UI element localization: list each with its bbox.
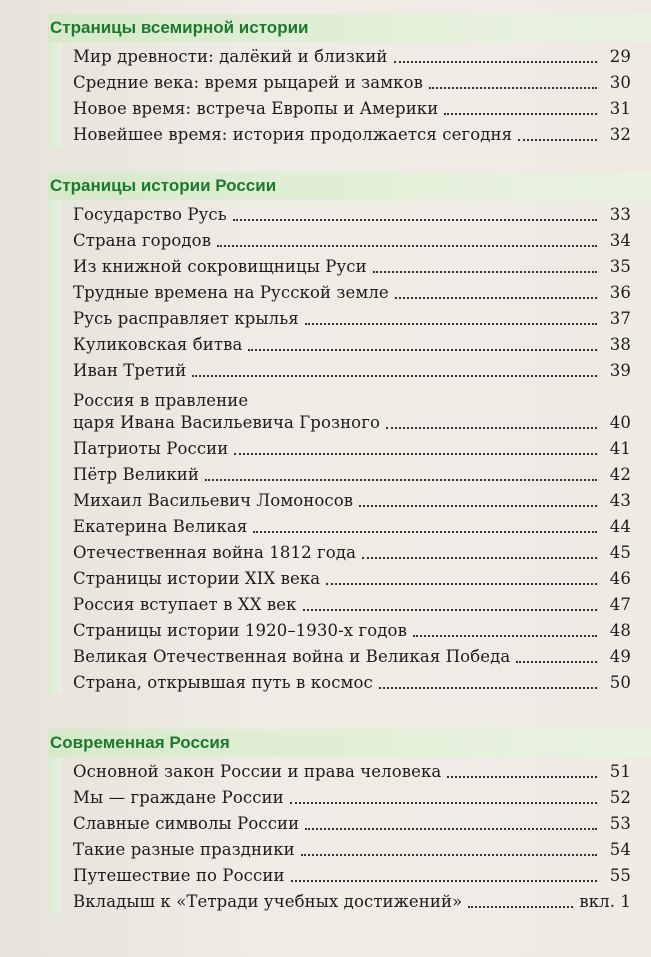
dot-leader: [518, 139, 597, 141]
toc-entry[interactable]: [73, 356, 631, 382]
dot-leader: [395, 297, 597, 299]
toc-entry-page: 46: [609, 569, 631, 588]
toc-entry[interactable]: [73, 668, 631, 694]
dot-leader: [362, 557, 597, 559]
toc-entry-page: 52: [609, 788, 631, 807]
toc-entry-title: Страна, открывшая путь в космос: [73, 673, 373, 692]
dot-leader: [253, 531, 597, 533]
section-title: Страницы всемирной истории: [50, 18, 309, 37]
toc-entry[interactable]: [73, 616, 631, 642]
toc-entry-page: 49: [609, 647, 631, 666]
toc-entry[interactable]: [73, 330, 631, 356]
toc-entry-page: 41: [609, 439, 631, 458]
toc-list: [48, 200, 651, 694]
toc-entry-title: Патриоты России: [73, 439, 229, 458]
toc-entry-title: Мир древности: далёкий и близкий: [73, 47, 388, 66]
toc-entry-page: вкл. 1: [579, 892, 631, 911]
toc-entry[interactable]: [73, 590, 631, 616]
dot-leader: [290, 802, 597, 804]
toc-entry[interactable]: [73, 278, 631, 304]
toc-entry-title: Екатерина Великая: [73, 517, 248, 536]
toc-entry[interactable]: [73, 42, 631, 68]
toc-entry-title: Пётр Великий: [73, 465, 199, 484]
dot-leader: [444, 113, 597, 115]
section-russian-history: [0, 172, 651, 694]
toc-entry[interactable]: [73, 486, 631, 512]
dot-leader: [326, 583, 597, 585]
toc-entry[interactable]: [73, 226, 631, 252]
toc-entry-title: Мы — граждане России: [73, 788, 284, 807]
toc-entry-page: 44: [609, 517, 631, 536]
toc-entry-page: 50: [609, 673, 631, 692]
toc-entry-page: 53: [609, 814, 631, 833]
toc-entry-page: 47: [609, 595, 631, 614]
toc-entry-page: 54: [609, 840, 631, 859]
toc-entry[interactable]: [73, 783, 631, 809]
toc-entry[interactable]: [73, 120, 631, 146]
toc-entry[interactable]: [73, 252, 631, 278]
toc-entry[interactable]: [73, 887, 631, 913]
toc-entry-title: Путешествие по России: [73, 866, 285, 885]
toc-entry[interactable]: [73, 304, 631, 330]
toc-entry-page: 42: [609, 465, 631, 484]
toc-entry-title: Трудные времена на Русской земле: [73, 283, 389, 302]
toc-entry[interactable]: [73, 538, 631, 564]
toc-entry-page: 35: [609, 257, 631, 276]
dot-leader: [468, 906, 573, 908]
toc-entry[interactable]: [73, 564, 631, 590]
toc-entry-page: 51: [609, 762, 631, 781]
dot-leader: [413, 635, 597, 637]
toc-entry-title: Великая Отечественная война и Великая Победа: [73, 647, 511, 666]
toc-entry-page: 38: [609, 335, 631, 354]
dot-leader: [359, 505, 597, 507]
toc-entry[interactable]: [73, 809, 631, 835]
section-header: [48, 729, 651, 757]
toc-list: [48, 42, 651, 146]
toc-entry-page: 55: [609, 866, 631, 885]
toc-entry-title: Россия вступает в XX век: [73, 595, 297, 614]
toc-entry-page: 48: [609, 621, 631, 640]
toc-entry-page: 32: [609, 125, 631, 144]
toc-entry[interactable]: [73, 68, 631, 94]
dot-leader: [379, 687, 597, 689]
dot-leader: [386, 427, 597, 429]
toc-entry-title: Новейшее время: история продолжается сегодня: [73, 125, 513, 144]
dot-leader: [205, 479, 597, 481]
toc-entry-title: Такие разные праздники: [73, 840, 295, 859]
toc-entry-title: Иван Третий: [73, 361, 187, 380]
dot-leader: [217, 245, 597, 247]
dot-leader: [291, 880, 597, 882]
toc-entry-page: 45: [609, 543, 631, 562]
toc-entry[interactable]: [73, 200, 631, 226]
dot-leader: [303, 609, 597, 611]
dot-leader: [301, 854, 597, 856]
toc-entry-page: 36: [609, 283, 631, 302]
toc-entry-title: Средние века: время рыцарей и замков: [73, 73, 423, 92]
toc-entry-title: Отечественная война 1812 года: [73, 543, 357, 562]
toc-entry-title: Из книжной сокровищницы Руси: [73, 257, 367, 276]
toc-entry-page: 37: [609, 309, 631, 328]
dot-leader: [192, 375, 597, 377]
toc-entry-title: Новое время: встреча Европы и Америки: [73, 99, 439, 118]
toc-entry[interactable]: [73, 434, 631, 460]
toc-entry-title: Страна городов: [73, 231, 212, 250]
toc-entry[interactable]: [73, 382, 631, 434]
toc-entry[interactable]: [73, 757, 631, 783]
dot-leader: [429, 87, 597, 89]
toc-entry-page: 31: [609, 99, 631, 118]
dot-leader: [305, 323, 597, 325]
toc-entry-title: Куликовская битва: [73, 335, 243, 354]
dot-leader: [248, 349, 597, 351]
toc-entry-title: Русь расправляет крылья: [73, 309, 299, 328]
section-title: Страницы истории России: [50, 176, 277, 195]
section-header: [48, 14, 651, 42]
dot-leader: [234, 453, 597, 455]
dot-leader: [394, 61, 597, 63]
toc-entry-page: 39: [609, 361, 631, 380]
toc-entry-title: Михаил Васильевич Ломоносов: [73, 491, 354, 510]
dot-leader: [305, 828, 597, 830]
toc-entry-page: 40: [609, 413, 631, 432]
toc-entry[interactable]: [73, 835, 631, 861]
toc-entry-title: Славные символы России: [73, 814, 300, 833]
dot-leader: [516, 661, 597, 663]
toc-entry-title: Страницы истории XIX века: [73, 569, 321, 588]
toc-entry-title: Основной закон России и права человека: [73, 762, 442, 781]
toc-entry-title: Страницы истории 1920–1930-х годов: [73, 621, 407, 640]
section-world-history: [0, 14, 651, 146]
toc-entry-page: 34: [609, 231, 631, 250]
toc-list: [48, 757, 651, 913]
toc-entry-title: Россия в правление царя Ивана Васильевича Грозного: [73, 391, 380, 432]
dot-leader: [373, 271, 597, 273]
toc-entry-page: 43: [609, 491, 631, 510]
dot-leader: [233, 219, 597, 221]
toc-entry[interactable]: [73, 642, 631, 668]
section-modern-russia: [0, 729, 651, 913]
section-header: [48, 172, 651, 200]
toc-entry[interactable]: [73, 460, 631, 486]
dot-leader: [447, 776, 597, 778]
toc-entry-page: 33: [609, 205, 631, 224]
toc-entry-page: 29: [609, 47, 631, 66]
section-title: Современная Россия: [50, 733, 230, 752]
toc-entry[interactable]: [73, 94, 631, 120]
toc-entry-title: Вкладыш к «Тетради учебных достижений»: [73, 892, 463, 911]
toc-entry[interactable]: [73, 861, 631, 887]
toc-entry-page: 30: [609, 73, 631, 92]
toc-entry-title: Государство Русь: [73, 205, 227, 224]
toc-entry[interactable]: [73, 512, 631, 538]
